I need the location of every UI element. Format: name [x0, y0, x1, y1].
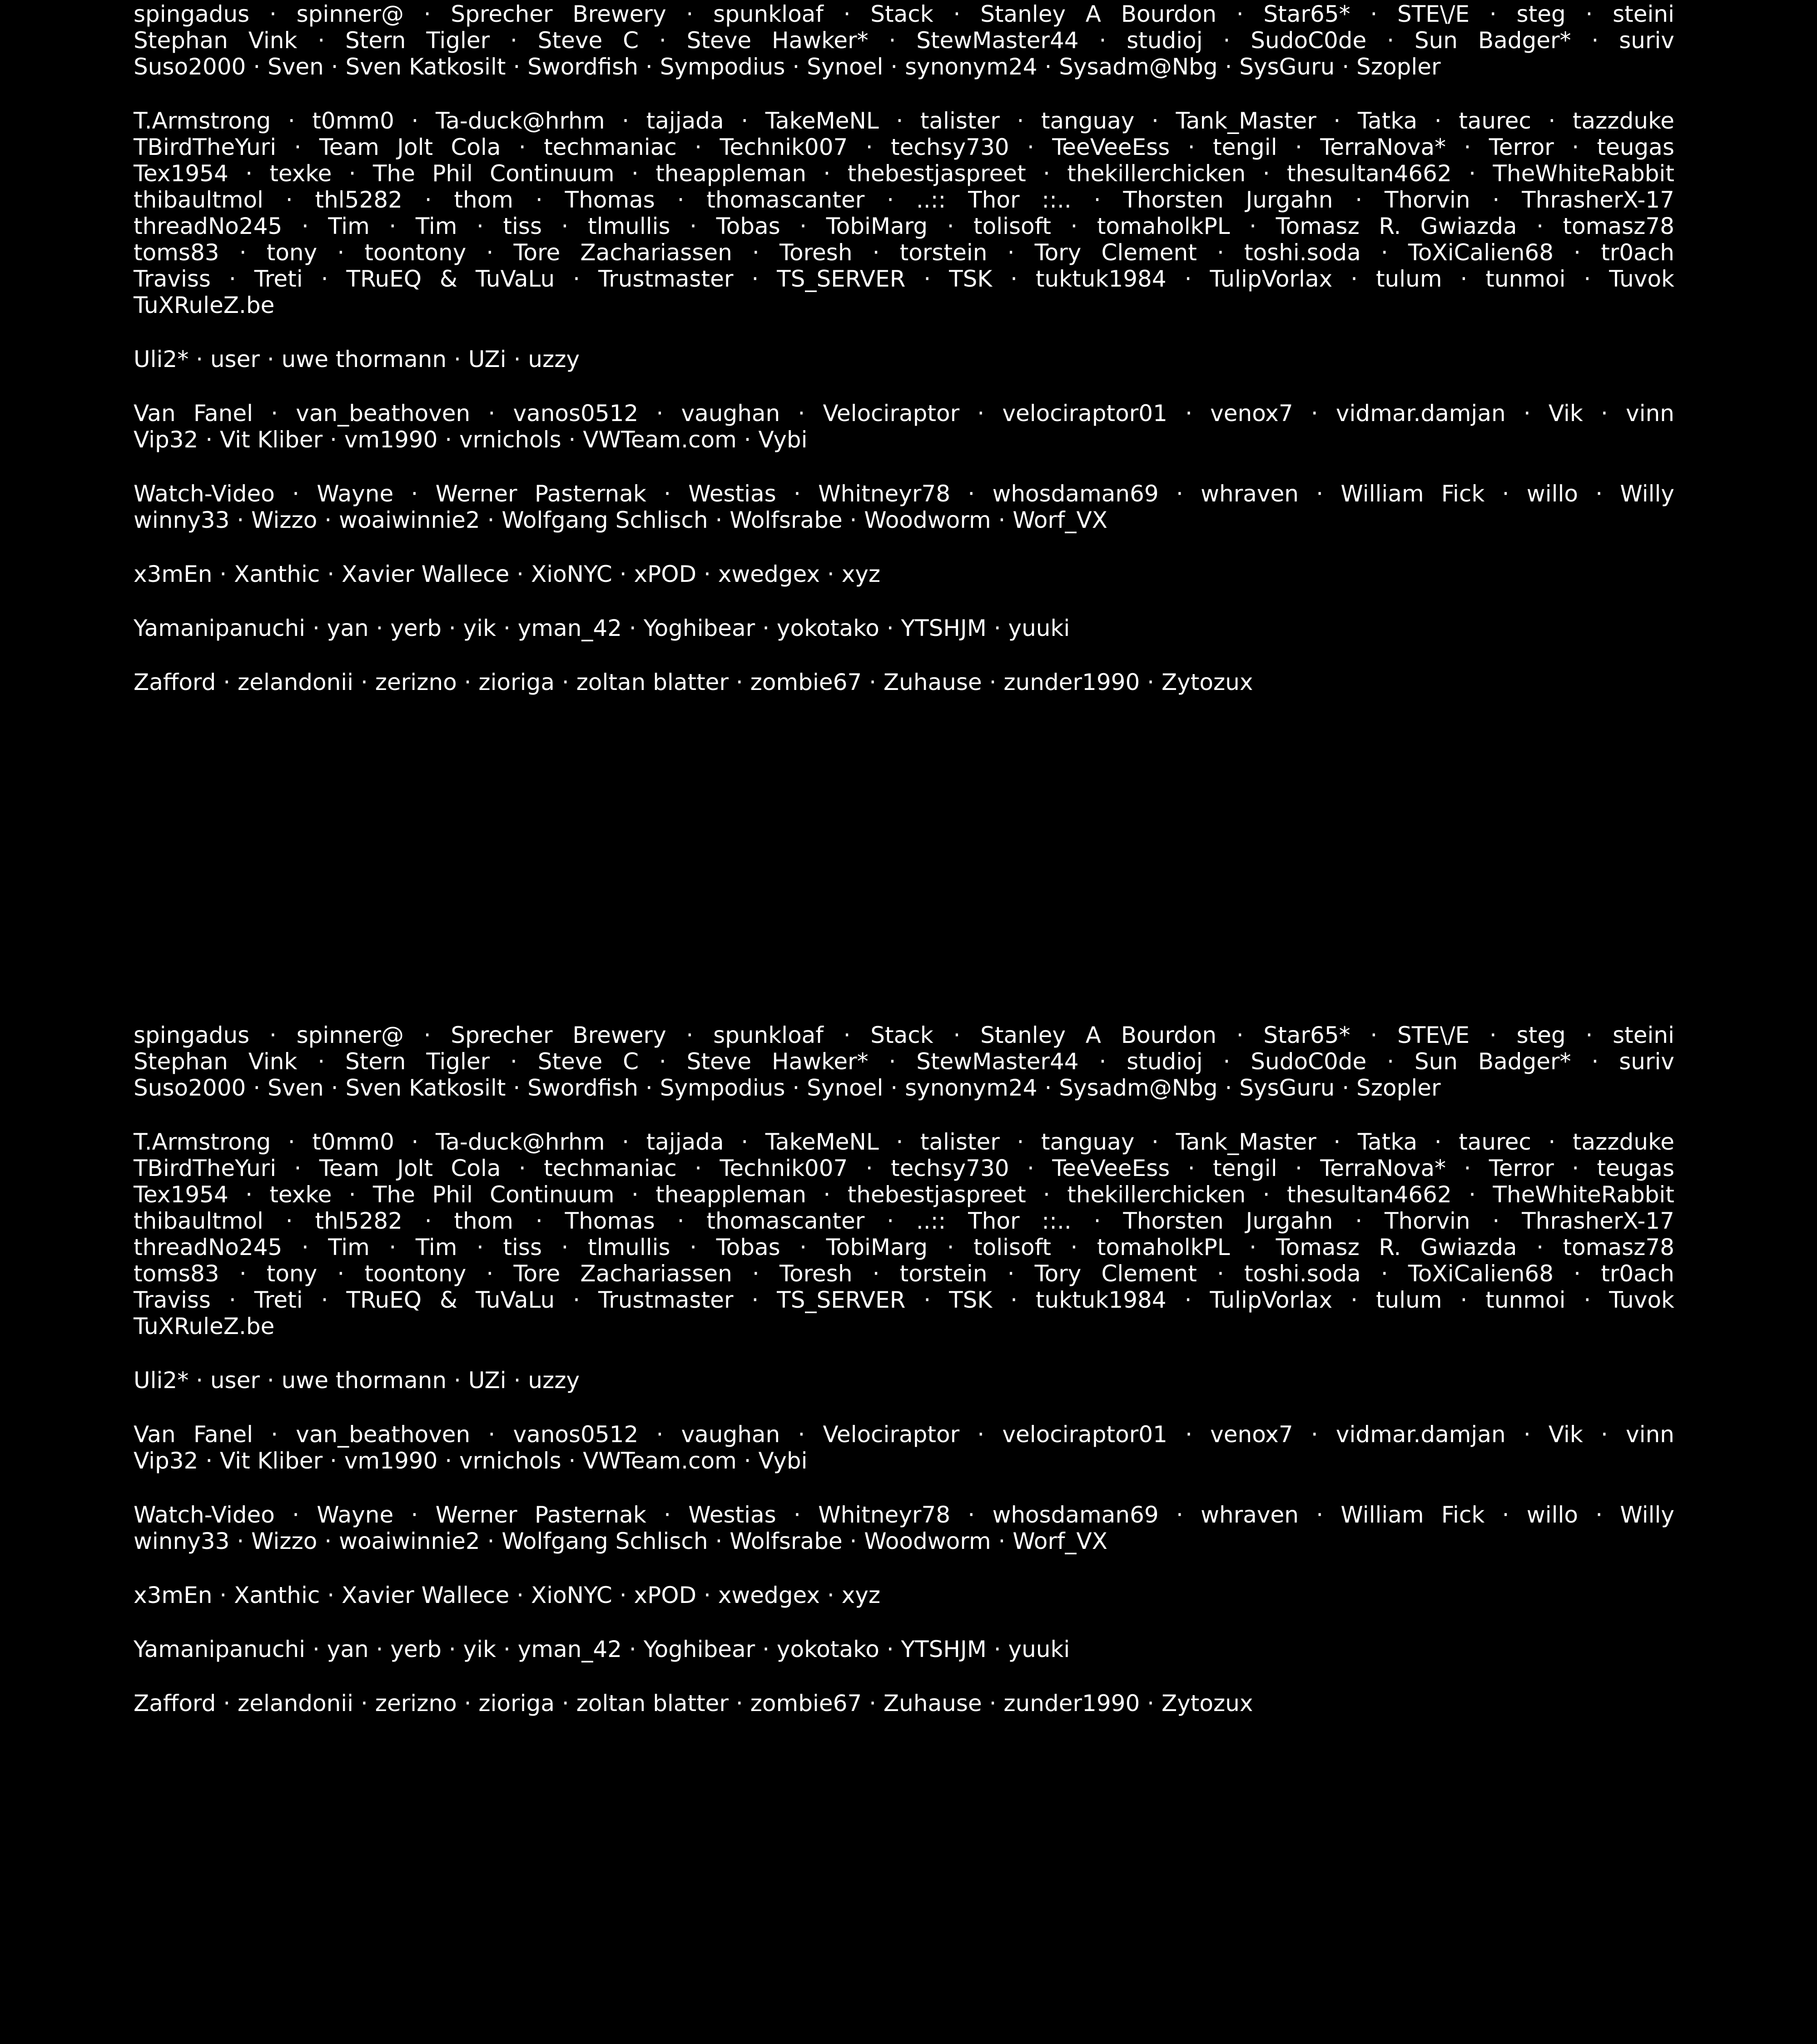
credits-line: Van Fanel · van_beathoven · vanos0512 · vaughan · Velociraptor · velociraptor01 · venox7 · vidmar.damjan · Vik · vinn	[134, 400, 1674, 427]
credits-line: TBirdTheYuri · Team Jolt Cola · techmaniac · Technik007 · techsy730 · TeeVeeEss · tengil · TerraNova* · Terror · teugas	[134, 134, 1674, 160]
credits-paragraph-8	[134, 669, 1674, 695]
credits-paragraph-6	[134, 1582, 1674, 1608]
credits-line: Traviss · Treti · TRuEQ & TuVaLu · Trustmaster · TS_SERVER · TSK · tuktuk1984 · TulipVorlax · tulum · tunmoi · Tuvok	[134, 266, 1674, 292]
credits-line: Zafford · zelandonii · zerizno · zioriga · zoltan blatter · zombie67 · Zuhause · zunder1990 · Zytozux	[134, 1690, 1253, 1717]
credits-line: winny33 · Wizzo · woaiwinnie2 · Wolfgang Schlisch · Wolfsrabe · Woodworm · Worf_VX	[134, 1528, 1107, 1554]
credits-line: Vip32 · Vit Kliber · vm1990 · vrnichols · VWTeam.com · Vybi	[134, 1448, 808, 1474]
credits-line: Stephan Vink · Stern Tigler · Steve C · Steve Hawker* · StewMaster44 · studioj · SudoC0de · Sun Badger* · suriv	[134, 27, 1674, 54]
credits-paragraph-2	[134, 108, 1674, 318]
credits-line: toms83 · tony · toontony · Tore Zachariassen · Toresh · torstein · Tory Clement · toshi.soda · ToXiCalien68 · tr0ach	[134, 239, 1674, 266]
credits-line: spingadus · spinner@ · Sprecher Brewery · spunkloaf · Stack · Stanley A Bourdon · Star65* · STE\/E · steg · steini	[134, 1, 1674, 27]
credits-line: T.Armstrong · t0mm0 · Ta-duck@hrhm · tajjada · TakeMeNL · talister · tanguay · Tank_Master · Tatka · taurec · tazzduke	[134, 1129, 1674, 1155]
credits-line: Uli2* · user · uwe thormann · UZi · uzzy	[134, 346, 580, 372]
credits-paragraph-1	[134, 1, 1674, 80]
credits-paragraph-8	[134, 1690, 1674, 1717]
credits-line: Tex1954 · texke · The Phil Continuum · theappleman · thebestjaspreet · thekillerchicken · thesultan4662 · TheWhiteRabbit	[134, 1181, 1674, 1208]
credits-line: Van Fanel · van_beathoven · vanos0512 · vaughan · Velociraptor · velociraptor01 · venox7 · vidmar.damjan · Vik · vinn	[134, 1421, 1674, 1448]
credits-line: threadNo245 · Tim · Tim · tiss · tlmullis · Tobas · TobiMarg · tolisoft · tomaholkPL · Tomasz R. Gwiazda · tomasz78	[134, 213, 1674, 239]
credits-copy-2	[134, 1022, 1674, 1717]
credits-line: winny33 · Wizzo · woaiwinnie2 · Wolfgang Schlisch · Wolfsrabe · Woodworm · Worf_VX	[134, 507, 1107, 533]
credits-line: T.Armstrong · t0mm0 · Ta-duck@hrhm · tajjada · TakeMeNL · talister · tanguay · Tank_Master · Tatka · taurec · tazzduke	[134, 108, 1674, 134]
credits-line: Yamanipanuchi · yan · yerb · yik · yman_42 · Yoghibear · yokotako · YTSHJM · yuuki	[134, 615, 1070, 641]
credits-paragraph-5	[134, 481, 1674, 533]
credits-line: TuXRuleZ.be	[134, 1313, 275, 1340]
credits-line: Stephan Vink · Stern Tigler · Steve C · Steve Hawker* · StewMaster44 · studioj · SudoC0de · Sun Badger* · suriv	[134, 1048, 1674, 1075]
credits-line: toms83 · tony · toontony · Tore Zachariassen · Toresh · torstein · Tory Clement · toshi.soda · ToXiCalien68 · tr0ach	[134, 1260, 1674, 1287]
credits-line: Traviss · Treti · TRuEQ & TuVaLu · Trustmaster · TS_SERVER · TSK · tuktuk1984 · TulipVorlax · tulum · tunmoi · Tuvok	[134, 1287, 1674, 1313]
credits-line: Uli2* · user · uwe thormann · UZi · uzzy	[134, 1367, 580, 1394]
credits-line: Zafford · zelandonii · zerizno · zioriga · zoltan blatter · zombie67 · Zuhause · zunder1990 · Zytozux	[134, 669, 1253, 695]
credits-paragraph-2	[134, 1129, 1674, 1340]
credits-line: Yamanipanuchi · yan · yerb · yik · yman_42 · Yoghibear · yokotako · YTSHJM · yuuki	[134, 1636, 1070, 1662]
credits-line: Watch-Video · Wayne · Werner Pasternak · Westias · Whitneyr78 · whosdaman69 · whraven · William Fick · willo · Willy	[134, 481, 1674, 507]
credits-line: threadNo245 · Tim · Tim · tiss · tlmullis · Tobas · TobiMarg · tolisoft · tomaholkPL · Tomasz R. Gwiazda · tomasz78	[134, 1234, 1674, 1260]
credits-paragraph-3	[134, 1367, 1674, 1394]
credits-line: Tex1954 · texke · The Phil Continuum · theappleman · thebestjaspreet · thekillerchicken · thesultan4662 · TheWhiteRabbit	[134, 160, 1674, 187]
credits-line: x3mEn · Xanthic · Xavier Wallece · XioNYC · xPOD · xwedgex · xyz	[134, 561, 881, 587]
credits-line: x3mEn · Xanthic · Xavier Wallece · XioNYC · xPOD · xwedgex · xyz	[134, 1582, 881, 1608]
credits-paragraph-7	[134, 1636, 1674, 1662]
credits-paragraph-5	[134, 1502, 1674, 1554]
credits-paragraph-7	[134, 615, 1674, 641]
credits-line: Suso2000 · Sven · Sven Katkosilt · Swordfish · Sympodius · Synoel · synonym24 · Sysadm@Nbg · SysGuru · Szopler	[134, 54, 1441, 80]
credits-paragraph-3	[134, 346, 1674, 372]
credits-line: Watch-Video · Wayne · Werner Pasternak · Westias · Whitneyr78 · whosdaman69 · whraven · William Fick · willo · Willy	[134, 1502, 1674, 1528]
credits-line: Vip32 · Vit Kliber · vm1990 · vrnichols · VWTeam.com · Vybi	[134, 427, 808, 453]
credits-line: Suso2000 · Sven · Sven Katkosilt · Swordfish · Sympodius · Synoel · synonym24 · Sysadm@Nbg · SysGuru · Szopler	[134, 1075, 1441, 1101]
credits-line: thibaultmol · thl5282 · thom · Thomas · thomascanter · ..:: Thor ::.. · Thorsten Jurgahn · Thorvin · ThrasherX-17	[134, 187, 1674, 213]
credits-line: thibaultmol · thl5282 · thom · Thomas · thomascanter · ..:: Thor ::.. · Thorsten Jurgahn · Thorvin · ThrasherX-17	[134, 1208, 1674, 1234]
credits-line: TBirdTheYuri · Team Jolt Cola · techmaniac · Technik007 · techsy730 · TeeVeeEss · tengil · TerraNova* · Terror · teugas	[134, 1155, 1674, 1181]
credits-copy-1	[134, 1, 1674, 695]
credits-paragraph-6	[134, 561, 1674, 587]
credits-line: TuXRuleZ.be	[134, 292, 275, 318]
credits-paragraph-4	[134, 400, 1674, 453]
credits-line: spingadus · spinner@ · Sprecher Brewery · spunkloaf · Stack · Stanley A Bourdon · Star65* · STE\/E · steg · steini	[134, 1022, 1674, 1048]
credits-paragraph-4	[134, 1421, 1674, 1474]
credits-paragraph-1	[134, 1022, 1674, 1101]
